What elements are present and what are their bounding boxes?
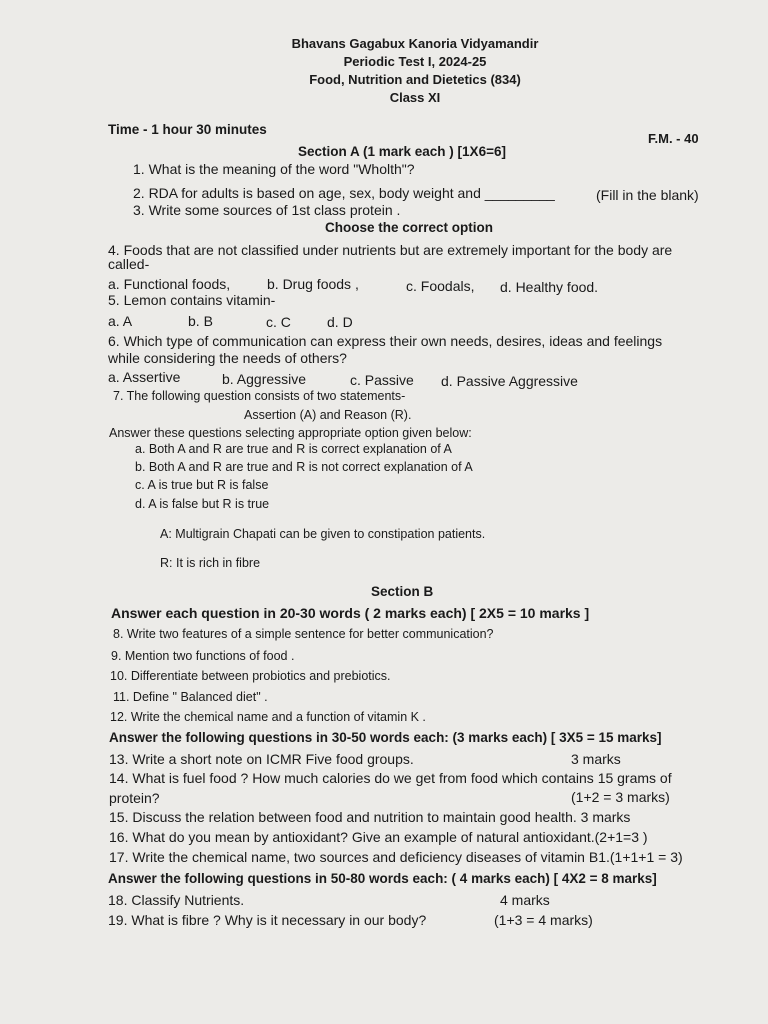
question-7: 7. The following question consists of two statements- [113,389,406,403]
question-10: 10. Differentiate between probiotics and prebiotics. [110,669,391,683]
question-18-marks: 4 marks [500,892,550,908]
question-14-line1: 14. What is fuel food ? How much calories do we get from food which contains 15 grams of [109,770,672,786]
q4-option-c: c. Foodals, [406,278,475,294]
section-b-title: Section B [371,584,434,599]
question-17: 17. Write the chemical name, two sources and deficiency diseases of vitamin B1.(1+1+1 = 3) [109,849,683,865]
question-6-line1: 6. Which type of communication can express their own needs, desires, ideas and feelings [108,333,663,349]
question-2-note: (Fill in the blank) [596,187,699,203]
assertion-instructions: Answer these questions selecting appropriate option given below: [109,426,472,440]
q5-option-d: d. D [327,314,353,330]
question-14-line2: protein? [109,790,160,806]
question-8: 8. Write two features of a simple sentence for better communication? [113,627,494,641]
question-1: 1. What is the meaning of the word "Wholth"? [133,161,415,177]
section-a-title: Section A (1 mark each ) [1X6=6] [298,144,506,159]
q5-option-a: a. A [108,313,133,329]
question-3: 3. Write some sources of 1st class protein . [133,202,401,218]
q4-option-b: b. Drug foods , [267,276,359,292]
section-b-instructions-3: Answer the following questions in 50-80 words each: ( 4 marks each) [ 4X2 = 8 marks] [108,871,657,886]
school-name: Bhavans Gagabux Kanoria Vidyamandir [291,36,539,51]
test-name: Periodic Test I, 2024-25 [343,54,487,69]
question-13-marks: 3 marks [571,751,621,767]
question-4-line1: 4. Foods that are not classified under nutrients but are extremely important for the body are [108,242,673,258]
ar-option-c: c. A is true but R is false [135,478,269,492]
ar-option-d: d. A is false but R is true [135,497,270,511]
question-18: 18. Classify Nutrients. [108,892,245,908]
question-5: 5. Lemon contains vitamin- [108,292,276,308]
question-9: 9. Mention two functions of food . [111,649,295,663]
q6-option-d: d. Passive Aggressive [441,373,578,389]
full-marks: F.M. - 40 [648,131,699,146]
question-14-marks: (1+2 = 3 marks) [571,789,670,805]
assertion-statement: A: Multigrain Chapati can be given to constipation patients. [160,527,486,541]
question-19-marks: (1+3 = 4 marks) [494,912,593,928]
question-13: 13. Write a short note on ICMR Five food groups. [109,751,414,767]
subject-name: Food, Nutrition and Dietetics (834) [309,72,521,87]
q5-option-c: c. C [266,314,291,330]
question-2: 2. RDA for adults is based on age, sex, body weight and _________ [133,185,555,201]
q5-option-b: b. B [188,313,213,329]
q4-option-a: a. Functional foods, [108,276,231,292]
q6-option-a: a. Assertive [108,369,181,385]
section-b-instructions-2: Answer the following questions in 30-50 words each: (3 marks each) [ 3X5 = 15 marks] [109,730,662,745]
question-16: 16. What do you mean by antioxidant? Give an example of natural antioxidant.(2+1=3 ) [109,829,648,845]
q6-option-b: b. Aggressive [222,371,307,387]
question-11: 11. Define " Balanced diet" . [113,690,268,704]
choose-option-heading: Choose the correct option [325,220,494,235]
question-6-line2: while considering the needs of others? [108,350,347,366]
ar-option-b: b. Both A and R are true and R is not correct explanation of A [135,460,473,474]
reason-statement: R: It is rich in fibre [160,556,261,570]
ar-option-a: a. Both A and R are true and R is correct explanation of A [135,442,452,456]
q6-option-c: c. Passive [350,372,414,388]
time-label: Time - 1 hour 30 minutes [108,122,267,137]
q4-option-d: d. Healthy food. [500,279,599,295]
section-b-instructions-1: Answer each question in 20-30 words ( 2 marks each) [ 2X5 = 10 marks ] [111,605,590,621]
question-4-line2: called- [108,256,150,272]
question-15: 15. Discuss the relation between food and nutrition to maintain good health. 3 marks [109,809,631,825]
question-19: 19. What is fibre ? Why is it necessary in our body? [108,912,427,928]
question-12: 12. Write the chemical name and a function of vitamin K . [110,710,426,724]
assertion-reason-title: Assertion (A) and Reason (R). [244,408,412,422]
class-name: Class XI [389,90,441,105]
